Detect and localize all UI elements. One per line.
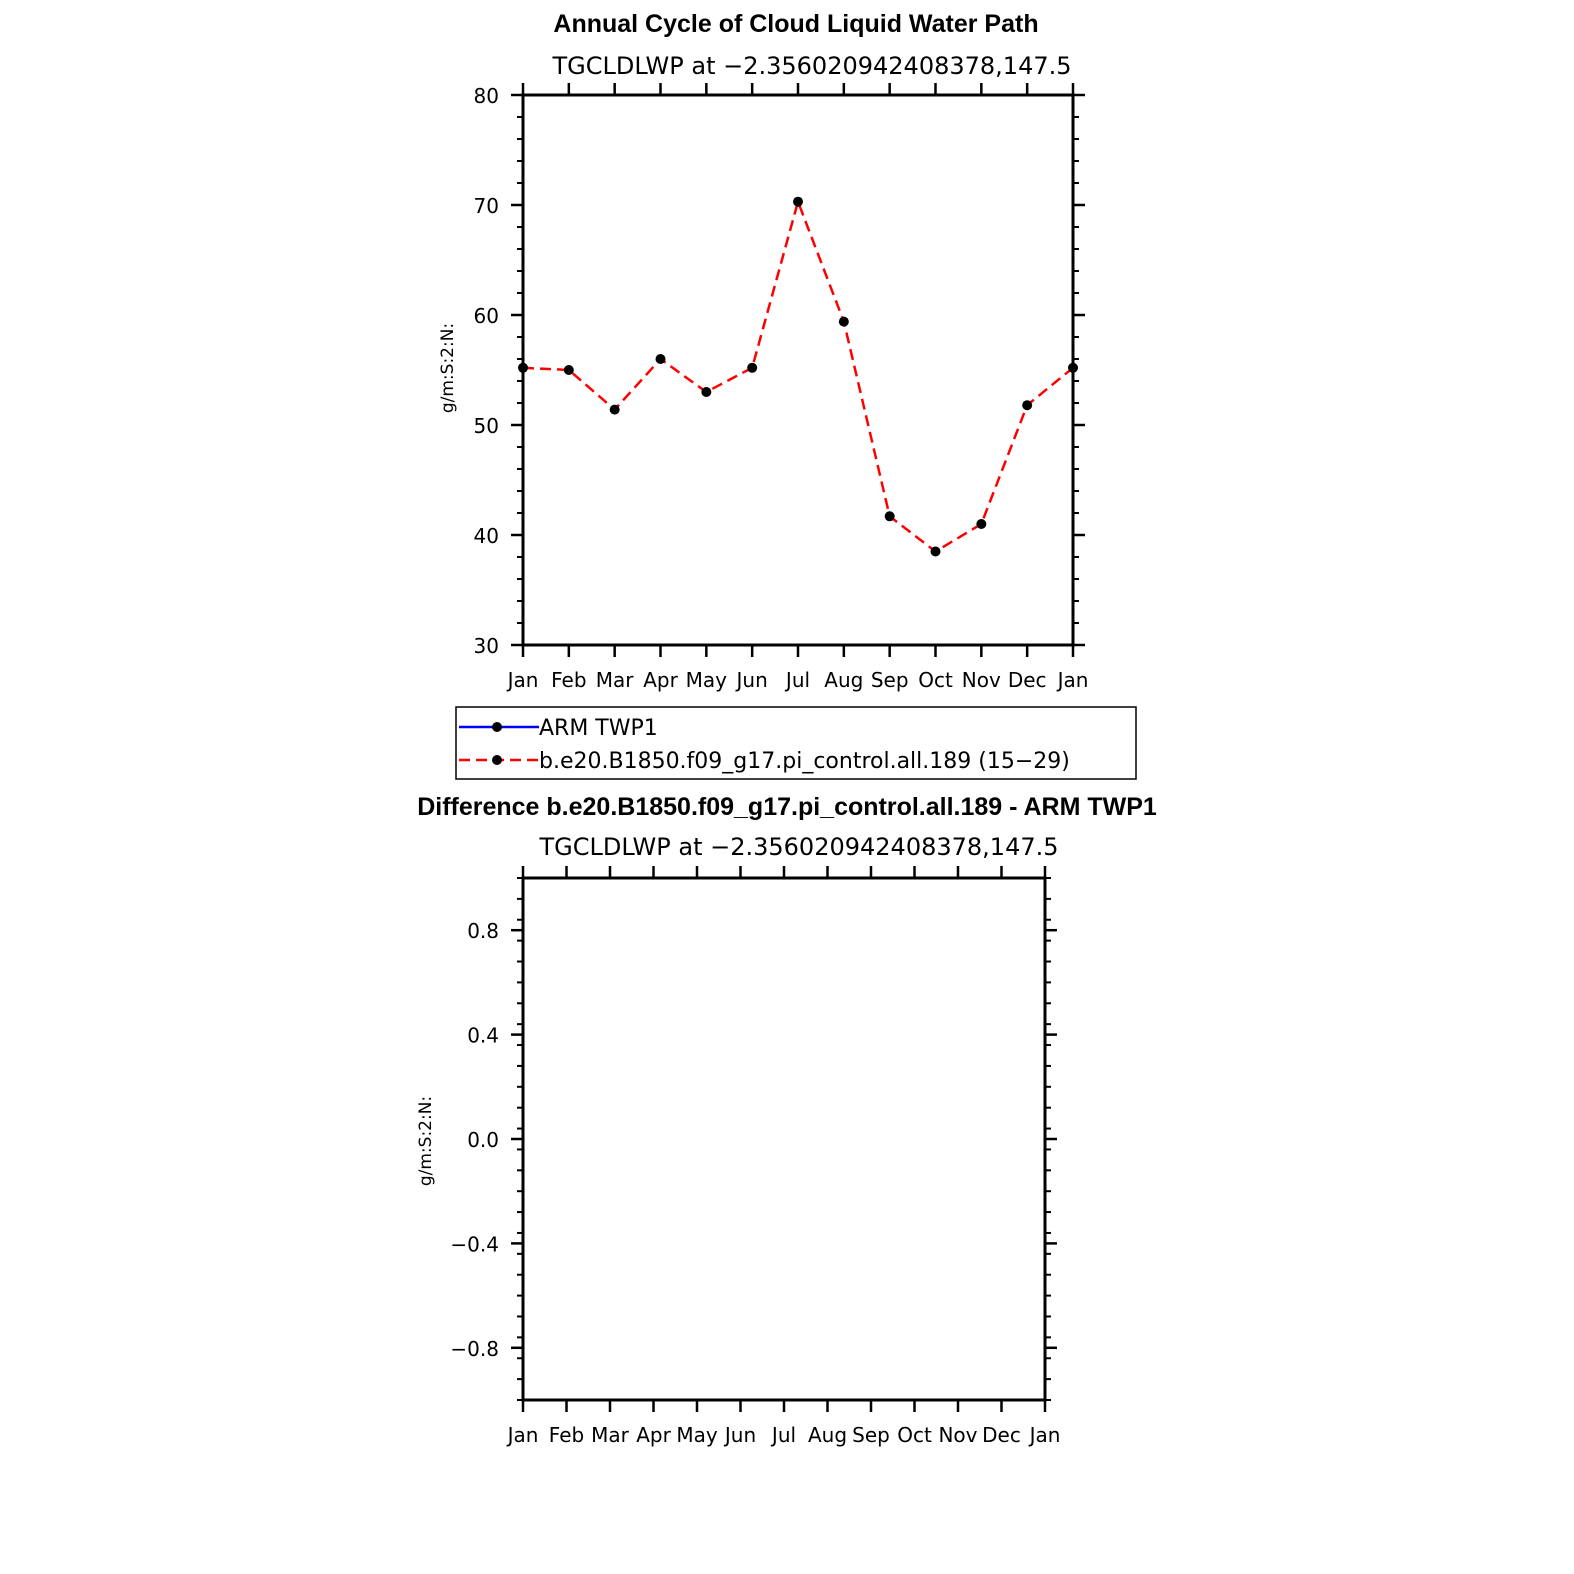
panel2-plot-frame [523, 878, 1045, 1400]
panel1-series-2-point [839, 317, 849, 327]
panel2-x-tick-label: Jan [507, 1423, 539, 1447]
panel2-subtitle: TGCLDLWP at −2.356020942408378,147.5 [539, 833, 1059, 861]
panel1-series-2-point [1022, 400, 1032, 410]
panel1-x-tick-label: Aug [824, 668, 864, 692]
panel1-x-tick-label: Jan [1057, 668, 1089, 692]
panel1-series-2-point [976, 519, 986, 529]
panel1-x-tick-label: Apr [643, 668, 678, 692]
panel2-x-tick-label: Sep [852, 1423, 890, 1447]
panel1-y-axis-label: g/m:S:2:N: [438, 322, 458, 414]
panel2-x-tick-label: Oct [897, 1423, 932, 1447]
panel2-x-tick-label: Aug [807, 1423, 848, 1447]
panel2-y-tick-label: −0.4 [450, 1232, 499, 1257]
legend-series2-marker [492, 755, 502, 765]
panel1-plot [474, 83, 1089, 692]
panel1-y-tick-label: 50 [473, 414, 499, 438]
panel1-x-tick-label: Dec [1007, 668, 1047, 692]
legend-series1-marker [492, 722, 502, 732]
panel1-series-2-point [747, 363, 757, 373]
legend [456, 707, 1136, 779]
panel1-series-2-point [610, 405, 620, 415]
panel1-series-2-point [885, 511, 895, 521]
legend-series1-label: ARM TWP1 [539, 716, 658, 741]
panel1-plot-frame [523, 95, 1073, 645]
panel1-y-tick-label: 70 [473, 194, 499, 218]
panel2-y-axis-label: g/m:S:2:N: [416, 1095, 436, 1187]
panel1-y-tick-label: 60 [473, 304, 499, 328]
panel2-x-tick-label: May [676, 1423, 718, 1447]
panel1-x-tick-label: Jul [785, 668, 811, 692]
panel2-x-tick-label: Apr [636, 1423, 671, 1447]
panel2-x-tick-label: Dec [982, 1423, 1021, 1447]
panel2-y-tick-label: 0.4 [467, 1023, 499, 1048]
panel1-x-tick-label: Jan [507, 668, 539, 692]
panel2-x-tick-label: Jul [771, 1423, 797, 1447]
panel1-series-2-point [656, 354, 666, 364]
panel1-x-tick-label: Sep [870, 668, 909, 692]
panel1-y-tick-label: 80 [473, 84, 499, 108]
panel2-y-tick-label: 0.0 [467, 1128, 499, 1152]
panel1-series-2-point [564, 365, 574, 375]
panel1-x-tick-label: Oct [918, 668, 953, 692]
panel1-x-tick-label: Jun [736, 668, 768, 692]
panel2-x-tick-label: Mar [591, 1423, 629, 1447]
panel2-y-tick-label: −0.8 [450, 1336, 499, 1361]
panel1-series-2-line [523, 202, 1073, 552]
panel1-y-tick-label: 40 [473, 524, 499, 548]
panel2-title: Difference b.e20.B1850.f09_g17.pi_control.all.189 - ARM TWP1 [417, 793, 1157, 821]
panel2-x-tick-label: Jun [724, 1423, 757, 1447]
panel1-title: Annual Cycle of Cloud Liquid Water Path [553, 10, 1039, 38]
panel2-x-tick-label: Jan [1029, 1423, 1061, 1447]
panel1-series-2-point [518, 363, 528, 373]
panel2-x-tick-label: Nov [938, 1423, 978, 1447]
panel1-x-tick-label: May [685, 668, 728, 692]
panel1-series-2-point [793, 197, 803, 207]
panel1-series-2-point [1068, 363, 1078, 373]
panel2-plot [450, 866, 1060, 1447]
panel1-y-tick-label: 30 [473, 634, 499, 658]
panel1-x-tick-label: Feb [551, 668, 587, 692]
panel1-x-tick-label: Mar [595, 668, 634, 692]
panel2-x-tick-label: Feb [548, 1423, 585, 1447]
panel1-series-2-point [701, 387, 711, 397]
legend-series2-label: b.e20.B1850.f09_g17.pi_control.all.189 (15−29) [539, 749, 1070, 774]
panel1-subtitle: TGCLDLWP at −2.356020942408378,147.5 [552, 52, 1072, 80]
panel1-x-tick-label: Nov [961, 668, 1001, 692]
panel2-y-tick-label: 0.8 [467, 919, 499, 944]
panel1-series-2-point [931, 547, 941, 557]
